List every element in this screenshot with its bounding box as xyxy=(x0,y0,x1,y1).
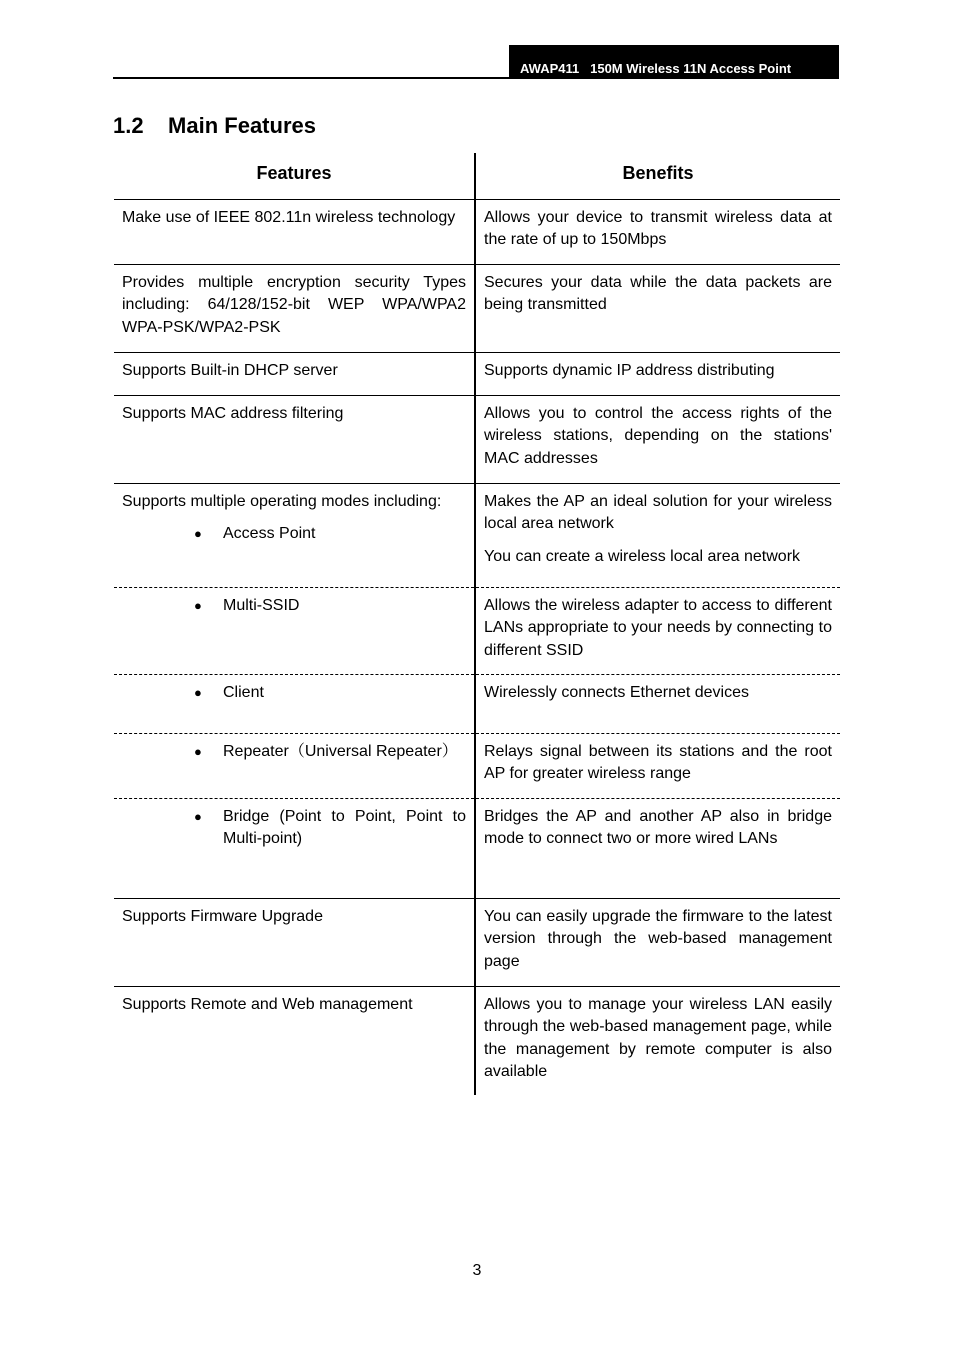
header-product: 150M Wireless 11N Access Point xyxy=(590,61,792,76)
feature-cell xyxy=(114,483,475,587)
bullet-icon: ● xyxy=(194,808,202,824)
bullet-icon: ● xyxy=(194,526,202,541)
benefit-cell: Secures your data while the data packets are being transmitted xyxy=(475,264,840,352)
table-header-row xyxy=(114,153,840,199)
table-row xyxy=(114,483,840,587)
table-row xyxy=(114,898,840,986)
header-model: AWAP411 xyxy=(520,61,580,76)
column-header-features: Features xyxy=(114,153,475,199)
table-row xyxy=(114,733,840,798)
table-row xyxy=(114,352,840,395)
running-header xyxy=(509,45,839,79)
modes-intro: Supports multiple operating modes including: xyxy=(122,492,442,510)
mode-label: Bridge (Point to Point, Point to Multi-point) xyxy=(223,807,466,847)
mode-label: Repeater（Universal Repeater） xyxy=(223,742,458,760)
mode-label: Multi-SSID xyxy=(223,596,300,614)
benefit-cell: Supports dynamic IP address distributing xyxy=(475,352,840,395)
table-row xyxy=(114,587,840,674)
mode-label: Client xyxy=(223,683,264,701)
benefit-text-2: You can create a wireless local area network xyxy=(484,547,801,565)
feature-cell xyxy=(114,587,475,674)
benefit-cell: You can easily upgrade the firmware to the latest version through the web-based management page xyxy=(475,898,840,986)
benefit-cell: Relays signal between its stations and the root AP for greater wireless range xyxy=(475,733,840,798)
table-row xyxy=(114,986,840,1095)
feature-cell xyxy=(114,798,475,898)
section-title: Main Features xyxy=(168,113,316,138)
features-table xyxy=(114,153,840,1095)
list-item xyxy=(122,682,466,705)
benefit-cell: Allows your device to transmit wireless data at the rate of up to 150Mbps xyxy=(475,199,840,264)
feature-cell: Make use of IEEE 802.11n wireless technology xyxy=(114,199,475,264)
benefit-cell: Allows the wireless adapter to access to different LANs appropriate to your needs by connecting to different SSID xyxy=(475,587,840,674)
feature-cell: Supports Remote and Web management xyxy=(114,986,475,1095)
bullet-icon: ● xyxy=(194,684,202,700)
list-item xyxy=(122,523,466,546)
feature-cell: Supports Built-in DHCP server xyxy=(114,352,475,395)
list-item xyxy=(122,595,466,618)
bullet-icon: ● xyxy=(194,743,202,759)
feature-cell xyxy=(114,733,475,798)
bullet-icon: ● xyxy=(194,597,202,613)
table-row xyxy=(114,674,840,733)
benefit-text: Makes the AP an ideal solution for your wireless local area network xyxy=(484,492,832,532)
section-number: 1.2 xyxy=(113,113,144,138)
benefit-cell: Allows you to control the access rights of the wireless stations, depending on the stations' MAC addresses xyxy=(475,395,840,483)
table-row xyxy=(114,798,840,898)
benefit-cell: Bridges the AP and another AP also in bridge mode to connect two or more wired LANs xyxy=(475,798,840,898)
feature-cell: Provides multiple encryption security Types including: 64/128/152-bit WEP WPA/WPA2 WPA-PSK/WPA2-PSK xyxy=(114,264,475,352)
table-row xyxy=(114,264,840,352)
feature-cell xyxy=(114,674,475,733)
list-item xyxy=(122,806,466,851)
column-header-benefits: Benefits xyxy=(475,153,840,199)
feature-cell: Supports Firmware Upgrade xyxy=(114,898,475,986)
page-number: 3 xyxy=(472,1262,482,1279)
benefit-cell: Allows you to manage your wireless LAN easily through the web-based management page, while the management by remote computer is also available xyxy=(484,995,832,1080)
feature-cell: Supports MAC address filtering xyxy=(114,395,475,483)
benefit-cell: Wirelessly connects Ethernet devices xyxy=(475,674,840,733)
table-row xyxy=(114,199,840,264)
table-row xyxy=(114,395,840,483)
mode-label: Access Point xyxy=(223,525,316,542)
list-item xyxy=(122,741,466,764)
benefit-cell xyxy=(475,483,840,587)
section-heading xyxy=(113,113,316,139)
